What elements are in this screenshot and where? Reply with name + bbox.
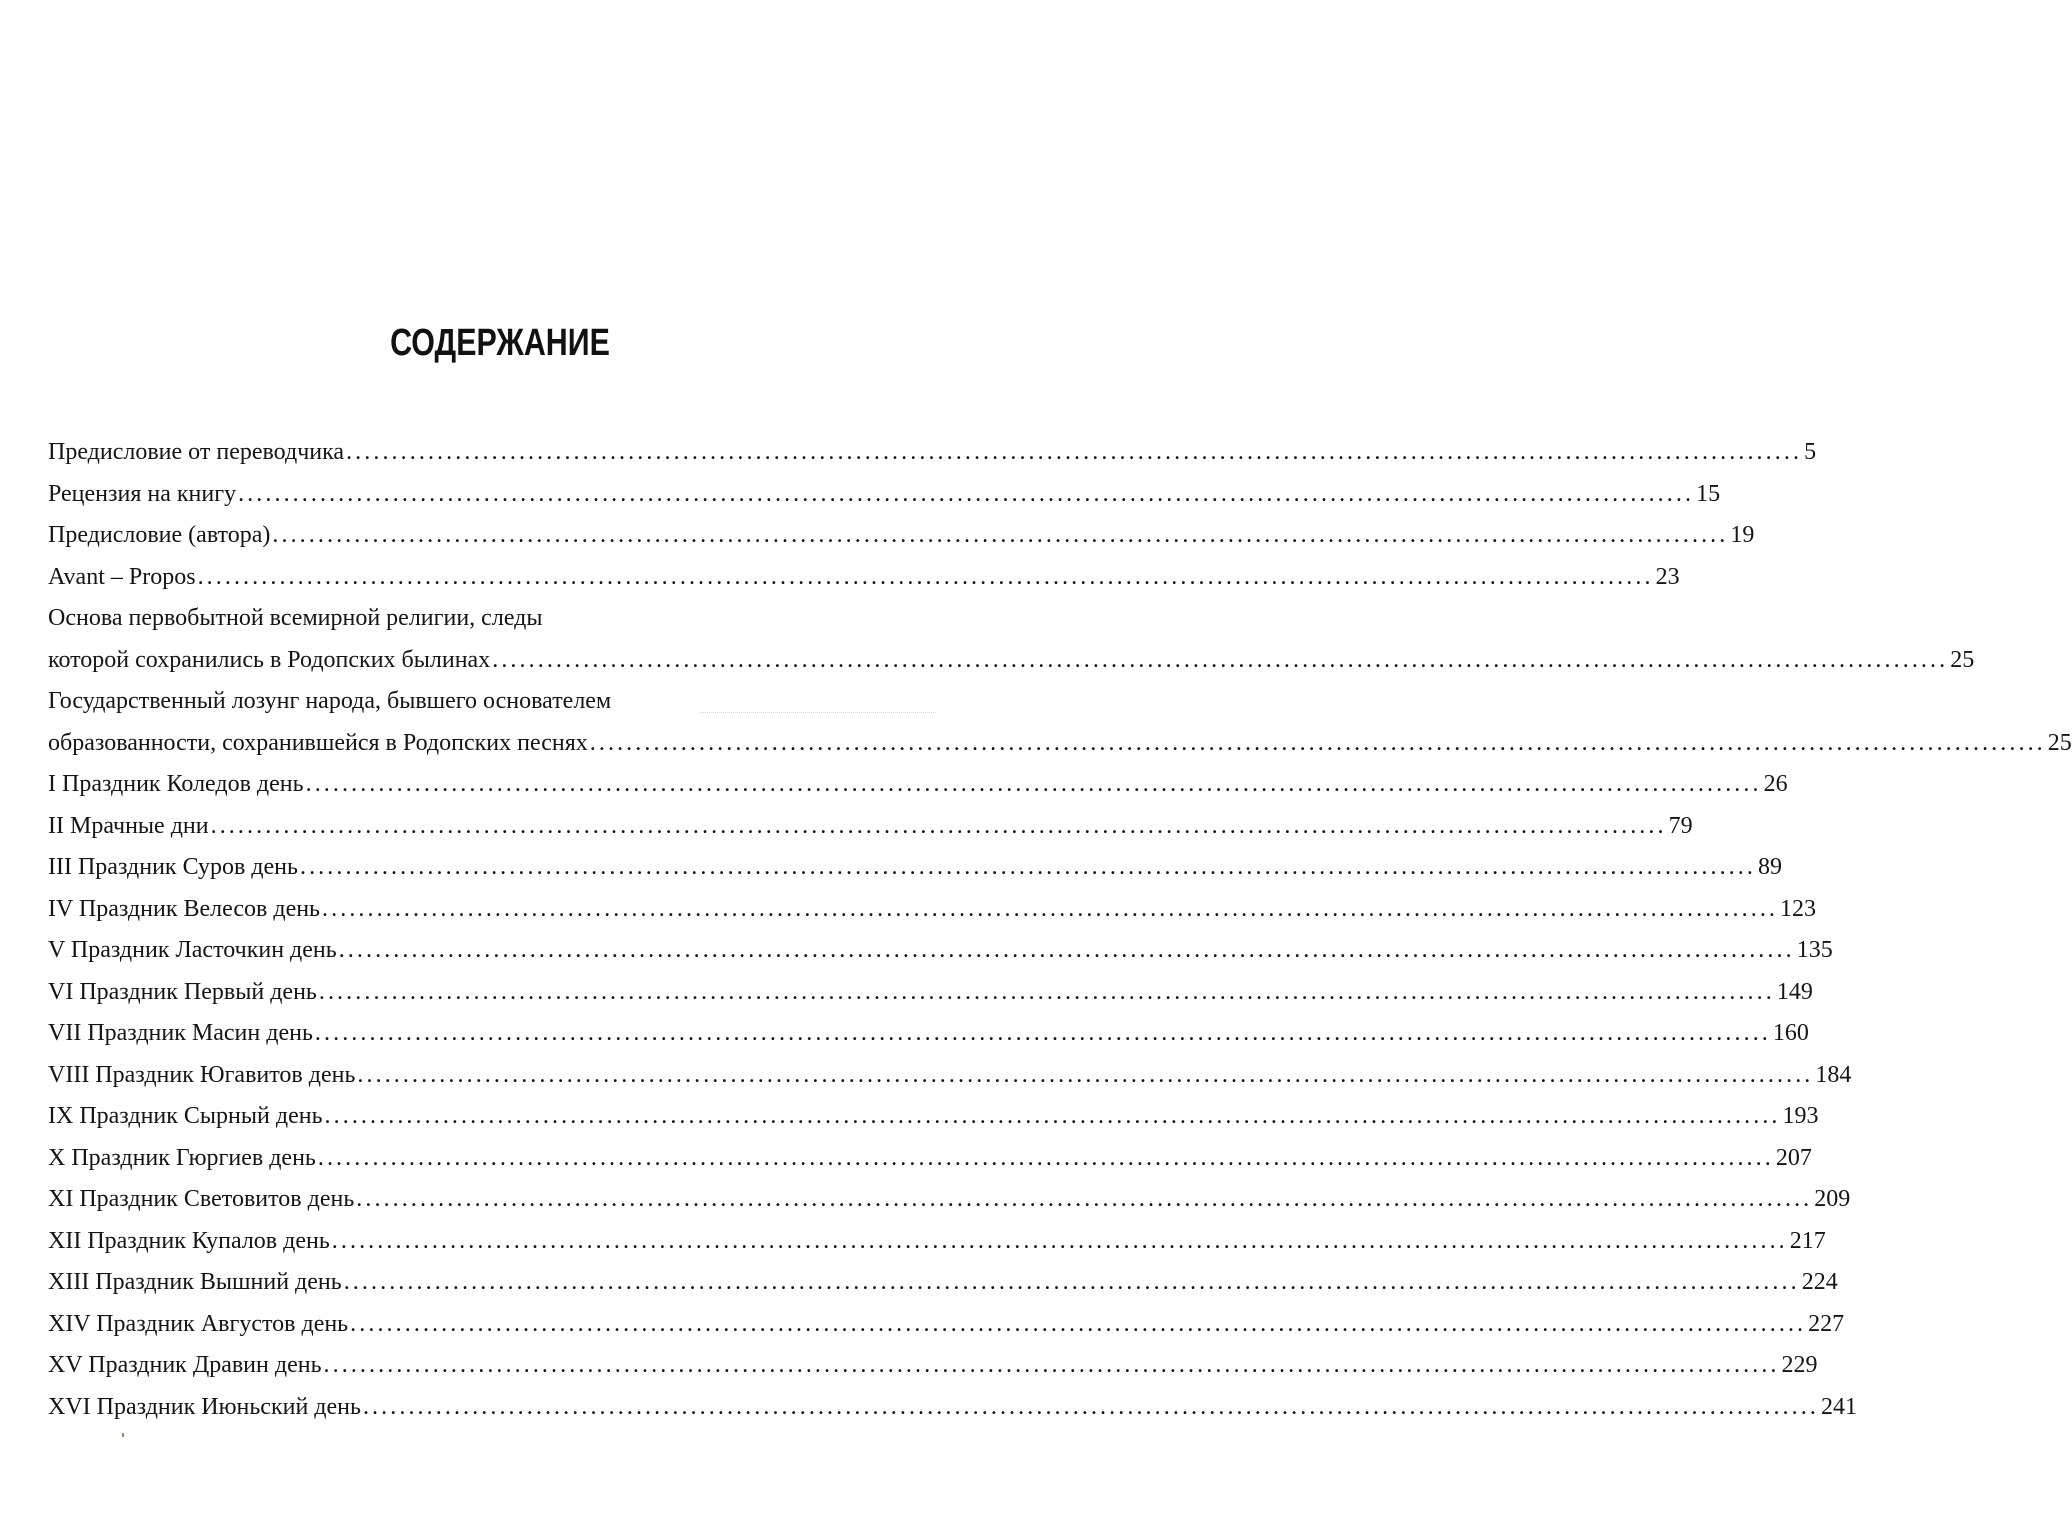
toc-entry[interactable] [48, 806, 1693, 848]
toc-entry[interactable] [48, 1055, 1852, 1097]
toc-entry-title: XVI Праздник Июньский день [48, 1393, 361, 1420]
dot-leader: ................................................................................................................................................................ [305, 771, 1762, 797]
paper-trace [700, 712, 936, 714]
toc-entry[interactable] [48, 764, 1788, 806]
toc-entry-title: XII Праздник Купалов день [48, 1227, 330, 1254]
toc-page-number: 193 [1782, 1103, 1819, 1129]
dot-leader: ................................................................................................................................................................ [492, 646, 1949, 673]
toc-entry-title: III Праздник Суров день [48, 854, 298, 880]
toc-entry-title-line1: Основа первобытной всемирной религии, следы [48, 605, 543, 631]
toc-entry[interactable] [48, 972, 1813, 1014]
dot-leader: ................................................................................................................................................................ [317, 1144, 1774, 1171]
toc-entry-title: IV Праздник Велесов день [48, 895, 321, 922]
toc-page-number: 217 [1789, 1227, 1826, 1254]
toc-entry[interactable] [48, 598, 1975, 681]
toc-entry[interactable] [48, 930, 1833, 972]
dot-leader: ................................................................................................................................................................ [356, 1186, 1813, 1212]
toc-entry-title: I Праздник Коледов день [48, 771, 304, 797]
dot-leader: ................................................................................................................................................................ [322, 895, 1779, 922]
toc-entry[interactable] [48, 515, 1755, 557]
toc-entry-title: V Праздник Ласточкин день [48, 937, 337, 963]
dot-leader: ................................................................................................................................................................ [362, 1393, 1819, 1420]
toc-page-number: 5 [1804, 439, 1817, 465]
toc-page-number: 224 [1801, 1269, 1838, 1295]
toc-page-number: 229 [1781, 1352, 1818, 1378]
toc-entry[interactable] [48, 889, 1817, 931]
toc-page-number: 89 [1757, 854, 1782, 880]
toc-entry-title: VIII Праздник Югавитов день [48, 1061, 356, 1088]
dot-leader: ................................................................................................................................................................ [331, 1227, 1788, 1254]
toc-page-number: 209 [1814, 1186, 1851, 1212]
toc-entry[interactable] [48, 1221, 1826, 1263]
toc-entry-title: Предисловие (автора) [48, 522, 271, 548]
toc-entry-title: II Мрачные дни [48, 812, 209, 839]
toc-page-number: 184 [1815, 1061, 1852, 1088]
toc-entry-title: VI Праздник Первый день [48, 978, 317, 1005]
dot-leader: ................................................................................................................................................................ [272, 522, 1729, 548]
toc-entry-title-line1: Государственный лозунг народа, бывшего основателем [48, 688, 612, 714]
dot-leader: ................................................................................................................................................................ [324, 1103, 1781, 1129]
toc-entry[interactable] [48, 1138, 1812, 1180]
toc-page-number: 15 [1696, 480, 1721, 507]
toc-page-number: 149 [1776, 978, 1813, 1005]
dot-leader: ................................................................................................................................................................ [299, 854, 1756, 880]
toc-page-number: 19 [1730, 522, 1755, 548]
toc-entry-title: VII Праздник Масин день [48, 1020, 313, 1046]
toc-entry-title: XIII Праздник Вышний день [48, 1269, 342, 1295]
toc-entry[interactable] [48, 1387, 1857, 1429]
toc-page-number: 25 [2047, 729, 2072, 756]
toc-page-number: 25 [1950, 646, 1975, 673]
toc-entry-title: IX Праздник Сырный день [48, 1103, 323, 1129]
toc-entry[interactable] [48, 847, 1782, 889]
toc-entry-title: Avant – Propos [48, 563, 196, 590]
dot-leader: ................................................................................................................................................................ [197, 563, 1654, 590]
toc-page-number: 79 [1668, 812, 1693, 839]
dot-leader: ................................................................................................................................................................ [343, 1269, 1800, 1295]
toc-entry-title: которой сохранились в Родопских былинах [48, 646, 491, 673]
toc-page-number: 227 [1808, 1310, 1845, 1337]
dot-leader: ................................................................................................................................................................ [346, 439, 1803, 465]
dot-leader: ................................................................................................................................................................ [318, 978, 1775, 1005]
dot-leader: ................................................................................................................................................................ [589, 729, 2046, 756]
paper-speck [122, 1433, 124, 1437]
toc-page-number: 23 [1655, 563, 1680, 590]
toc-entry[interactable] [48, 432, 1817, 474]
toc-page-number: 26 [1763, 771, 1788, 797]
toc-entry[interactable] [48, 1304, 1845, 1346]
toc-entry[interactable] [48, 1262, 1838, 1304]
dot-leader: ................................................................................................................................................................ [338, 937, 1795, 963]
dot-leader: ................................................................................................................................................................ [210, 812, 1667, 839]
toc-entry[interactable] [48, 1345, 1818, 1387]
page-title: СОДЕРЖАНИЕ [390, 322, 610, 364]
toc-entry-title: XIV Праздник Августов день [48, 1310, 349, 1337]
toc-entry-title: Рецензия на книгу [48, 480, 237, 507]
toc-page-number: 123 [1780, 895, 1817, 922]
dot-leader: ................................................................................................................................................................ [323, 1352, 1780, 1378]
toc-entry[interactable] [48, 474, 1721, 516]
toc-page-number: 160 [1772, 1020, 1809, 1046]
toc-entry-title: X Праздник Гюргиев день [48, 1144, 316, 1171]
toc-entry[interactable] [48, 681, 2072, 764]
dot-leader: ................................................................................................................................................................ [357, 1061, 1814, 1088]
toc-entry[interactable] [48, 1096, 1819, 1138]
toc-entry[interactable] [48, 1179, 1851, 1221]
toc-entry[interactable] [48, 557, 1680, 599]
toc-page-number: 135 [1796, 937, 1833, 963]
toc-entry-title: Предисловие от переводчика [48, 439, 345, 465]
table-of-contents [48, 432, 2072, 1428]
toc-entry-title: XV Праздник Дравин день [48, 1352, 322, 1378]
dot-leader: ................................................................................................................................................................ [238, 480, 1695, 507]
toc-entry[interactable] [48, 1013, 1809, 1055]
dot-leader: ................................................................................................................................................................ [314, 1020, 1771, 1046]
toc-entry-title: образованности, сохранившейся в Родопских песнях [48, 729, 588, 756]
toc-page-number: 207 [1775, 1144, 1812, 1171]
dot-leader: ................................................................................................................................................................ [350, 1310, 1807, 1337]
toc-page-number: 241 [1820, 1393, 1857, 1420]
toc-entry-title: XI Праздник Световитов день [48, 1186, 355, 1212]
